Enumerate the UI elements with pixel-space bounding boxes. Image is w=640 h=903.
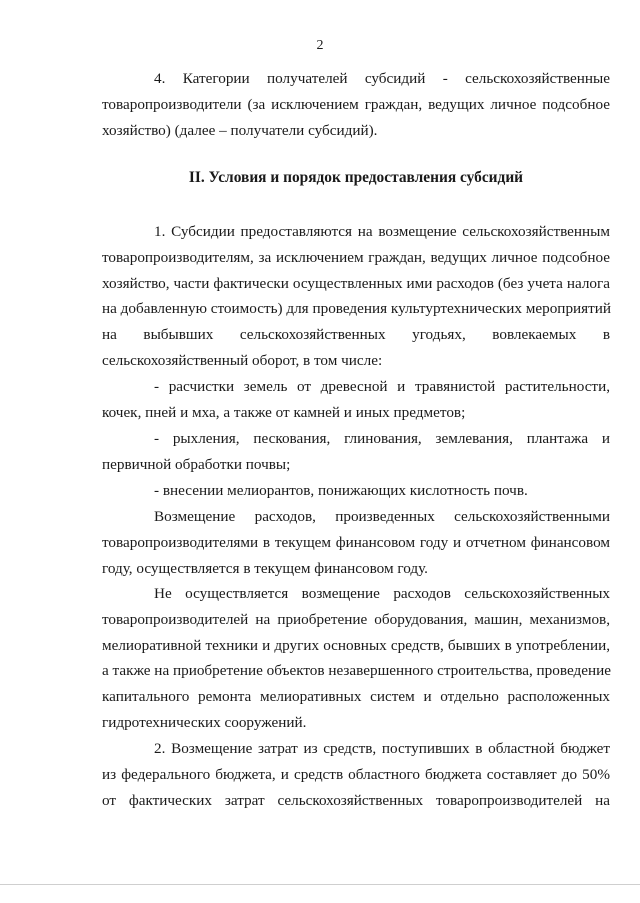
text-line: товаропроизводителям, за исключением граждан, ведущих личное подсобное (102, 248, 610, 266)
text-line: году, осуществляется в текущем финансовом году. (102, 559, 428, 577)
text-line: капитального ремонта мелиоративных систем и отдельно расположенных (102, 688, 610, 706)
paragraph-not-reimbursed (102, 581, 610, 736)
text-line: 1. Субсидии предоставляются на возмещение сельскохозяйственным (154, 223, 610, 240)
text-line: гидротехнических сооружений. (102, 713, 307, 731)
section-heading: II. Условия и порядок предоставления субсидий (188, 169, 524, 186)
page-bottom-edge (0, 884, 640, 885)
text-line: - расчистки земель от древесной и травянистой растительности, (154, 378, 610, 395)
list-item-clearing (102, 374, 610, 426)
page-number: 2 (316, 38, 324, 53)
text-line: хозяйство, части фактически осуществленных ими расходов (без учета налога (102, 274, 610, 292)
text-line: - внесении мелиорантов, понижающих кислотность почв. (154, 482, 528, 499)
list-item-loosening (102, 426, 610, 478)
text-line: Не осуществляется возмещение расходов сельскохозяйственных (154, 585, 610, 602)
paragraph-reimbursement (102, 504, 610, 581)
text-line: сельскохозяйственный оборот, в том числе: (102, 351, 383, 369)
text-line: первичной обработки почвы; (102, 455, 291, 473)
list-item-ameliorants (102, 478, 610, 504)
text-line: на выбывших сельскохозяйственных угодьях, вовлекаемых в (102, 326, 610, 344)
text-line: Возмещение расходов, произведенных сельскохозяйственными (154, 508, 610, 525)
paragraph-reimbursement-share (102, 736, 610, 813)
text-line: кочек, пней и мха, а также от камней и иных предметов; (102, 403, 466, 421)
text-line: хозяйство) (далее – получатели субсидий). (102, 121, 378, 139)
text-line: а также на приобретение объектов незавершенного строительства, проведение (102, 662, 611, 680)
text-line: товаропроизводители (за исключением граждан, ведущих личное подсобное (102, 95, 610, 113)
text-line: товаропроизводителями в текущем финансовом году и отчетном финансовом (102, 533, 610, 551)
text-line: товаропроизводителей на приобретение оборудования, машин, механизмов, (102, 610, 610, 628)
text-line: - рыхления, пескования, глинования, землевания, плантажа и (154, 430, 610, 447)
text-line: 2. Возмещение затрат из средств, поступивших в областной бюджет (154, 740, 610, 757)
text-line: 4. Категории получателей субсидий - сельскохозяйственные (154, 70, 610, 87)
text-line: из федерального бюджета, и средств областного бюджета составляет до 50% (102, 765, 610, 783)
paragraph-recipient-categories (102, 66, 610, 143)
text-line: мелиоративной техники и других основных средств, бывших в употреблении, (102, 636, 610, 654)
paragraph-subsidy-purpose (102, 219, 610, 374)
text-line: от фактических затрат сельскохозяйственных товаропроизводителей на (102, 791, 610, 809)
text-line: на добавленную стоимость) для проведения культуртехнических мероприятий (102, 300, 612, 318)
